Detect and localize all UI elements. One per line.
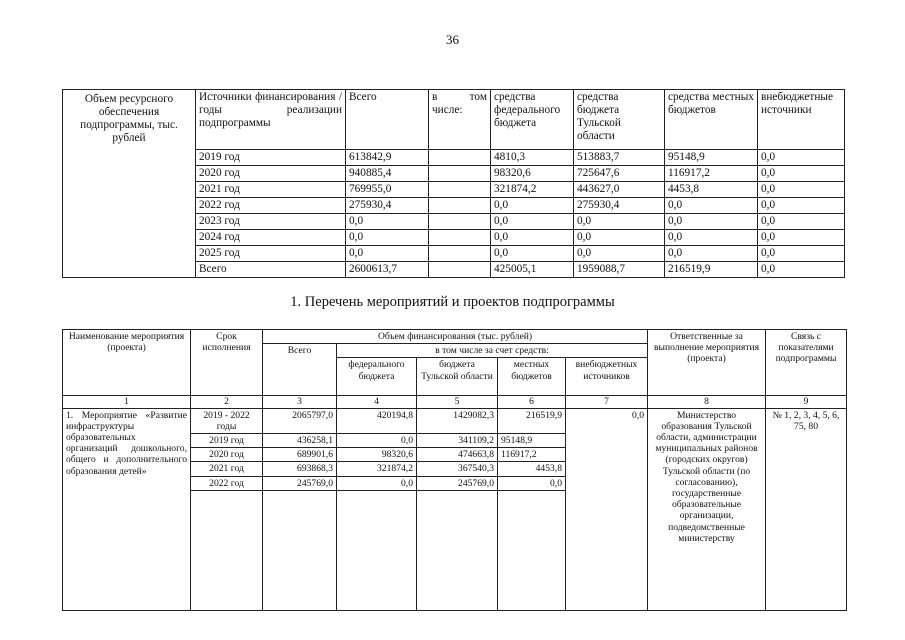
local-cell: 216519,9 — [665, 262, 758, 278]
federal-cell: 425005,1 — [491, 262, 574, 278]
header-local: местных бюджетов — [498, 358, 566, 396]
extra-cell: 0,0 — [758, 246, 845, 262]
total-cell: 940885,4 — [346, 166, 429, 182]
header-regional: бюджета Тульской области — [417, 358, 498, 396]
period-cell: 2019 - 2022 годы — [191, 408, 263, 433]
header-period: Срок исполнения — [191, 330, 263, 396]
local-cell: 95148,9 — [498, 434, 566, 448]
period-cell: 2022 год — [191, 476, 263, 490]
total-cell: 245769,0 — [263, 476, 337, 490]
column-number: 6 — [498, 396, 566, 408]
extra-cell: 0,0 — [758, 230, 845, 246]
total-cell-empty — [263, 490, 337, 610]
local-cell: 116917,2 — [665, 166, 758, 182]
total-cell: 2600613,7 — [346, 262, 429, 278]
local-cell: 0,0 — [665, 198, 758, 214]
activities-table — [62, 329, 847, 611]
year-cell: 2024 год — [196, 230, 346, 246]
regional-cell: 367540,3 — [417, 462, 498, 476]
resource-table — [62, 89, 845, 278]
regional-cell: 725647,6 — [574, 166, 665, 182]
total-cell: 0,0 — [346, 214, 429, 230]
column-number: 3 — [263, 396, 337, 408]
empty-cell — [429, 166, 491, 182]
column-numbers-row — [63, 396, 847, 408]
local-cell: 0,0 — [665, 214, 758, 230]
section-heading: 1. Перечень мероприятий и проектов подпрограммы — [290, 294, 615, 310]
total-cell: 275930,4 — [346, 198, 429, 214]
total-cell: 769955,0 — [346, 182, 429, 198]
regional-cell: 513883,7 — [574, 150, 665, 166]
federal-cell: 0,0 — [491, 246, 574, 262]
regional-cell: 1959088,7 — [574, 262, 665, 278]
local-cell: 0,0 — [498, 476, 566, 490]
total-cell: 613842,9 — [346, 150, 429, 166]
federal-cell: 98320,6 — [491, 166, 574, 182]
federal-cell: 321874,2 — [491, 182, 574, 198]
extra-cell: 0,0 — [566, 408, 648, 433]
regional-cell: 245769,0 — [417, 476, 498, 490]
regional-cell: 0,0 — [574, 230, 665, 246]
extra-cell: 0,0 — [758, 166, 845, 182]
total-cell: 0,0 — [346, 230, 429, 246]
empty-cell — [429, 230, 491, 246]
empty-cell — [429, 182, 491, 198]
extra-cell-empty — [566, 434, 648, 611]
local-cell: 4453,8 — [665, 182, 758, 198]
header-total: Всего — [263, 344, 337, 396]
period-cell: 2020 год — [191, 448, 263, 462]
resource-label: Объем ресурсного обеспечения подпрограммы, тыс. рублей — [63, 90, 196, 278]
column-number: 5 — [417, 396, 498, 408]
empty-cell — [429, 214, 491, 230]
header-extra: внебюджетные источники — [758, 90, 845, 150]
regional-cell: 0,0 — [574, 246, 665, 262]
header-including: в том числе: — [429, 90, 491, 150]
header-federal: федерального бюджета — [337, 358, 417, 396]
local-cell: 0,0 — [665, 246, 758, 262]
year-cell: 2020 год — [196, 166, 346, 182]
extra-cell: 0,0 — [758, 182, 845, 198]
local-cell: 0,0 — [665, 230, 758, 246]
empty-cell — [429, 246, 491, 262]
local-cell: 4453,8 — [498, 462, 566, 476]
extra-cell: 0,0 — [758, 198, 845, 214]
year-cell: 2025 год — [196, 246, 346, 262]
federal-cell: 0,0 — [491, 198, 574, 214]
regional-cell: 0,0 — [574, 214, 665, 230]
total-cell: 436258,1 — [263, 434, 337, 448]
year-cell: 2023 год — [196, 214, 346, 230]
period-cell: 2021 год — [191, 462, 263, 476]
regional-cell: 474663,8 — [417, 448, 498, 462]
column-number: 7 — [566, 396, 648, 408]
header-local: средства местных бюджетов — [665, 90, 758, 150]
header-volume: Объем финансирования (тыс. рублей) — [263, 330, 648, 344]
federal-cell: 0,0 — [491, 214, 574, 230]
regional-cell: 1429082,3 — [417, 408, 498, 433]
header-extra: внебюджетных источников — [566, 358, 648, 396]
year-cell: 2022 год — [196, 198, 346, 214]
total-cell: 0,0 — [346, 246, 429, 262]
regional-cell: 443627,0 — [574, 182, 665, 198]
year-cell: 2019 год — [196, 150, 346, 166]
federal-cell: 420194,8 — [337, 408, 417, 433]
year-cell: Всего — [196, 262, 346, 278]
activity-name: 1. Мероприятие «Развитие инфраструктуры образовательных организаций дошкольного, общего и дополнительного образования детей» — [63, 408, 191, 610]
federal-cell: 4810,3 — [491, 150, 574, 166]
period-cell: 2019 год — [191, 434, 263, 448]
empty-cell — [429, 262, 491, 278]
column-number: 4 — [337, 396, 417, 408]
extra-cell: 0,0 — [758, 262, 845, 278]
responsible-cell: Министерство образования Тульской области, администрации муниципальных районов (городских округов) Тульской области (по согласованию), государственные образовательные организации, подведомственные министерству — [648, 408, 766, 610]
header-federal: средства федерального бюджета — [491, 90, 574, 150]
total-cell: 2065797,0 — [263, 408, 337, 433]
local-cell: 95148,9 — [665, 150, 758, 166]
local-cell-empty — [498, 490, 566, 610]
indicators-cell: № 1, 2, 3, 4, 5, 6, 75, 80 — [766, 408, 847, 610]
header-including: в том числе за счет средств: — [337, 344, 648, 358]
federal-cell: 0,0 — [491, 230, 574, 246]
page-number: 36 — [446, 32, 459, 47]
header-responsible: Ответственные за выполнение мероприятия (проекта) — [648, 330, 766, 396]
empty-cell — [429, 150, 491, 166]
extra-cell: 0,0 — [758, 150, 845, 166]
federal-cell: 0,0 — [337, 434, 417, 448]
header-regional: средства бюджета Тульской области — [574, 90, 665, 150]
column-number: 1 — [63, 396, 191, 408]
table-row — [63, 408, 847, 433]
column-number: 8 — [648, 396, 766, 408]
header-total: Всего — [346, 90, 429, 150]
period-cell-empty — [191, 490, 263, 610]
regional-cell: 275930,4 — [574, 198, 665, 214]
local-cell: 116917,2 — [498, 448, 566, 462]
header-name: Наименование мероприятия (проекта) — [63, 330, 191, 396]
header-sources: Источники финансирования / годы реализации подпрограммы — [196, 90, 346, 150]
federal-cell-empty — [337, 490, 417, 610]
column-number: 2 — [191, 396, 263, 408]
federal-cell: 0,0 — [337, 476, 417, 490]
regional-cell-empty — [417, 490, 498, 610]
year-cell: 2021 год — [196, 182, 346, 198]
empty-cell — [429, 198, 491, 214]
column-number: 9 — [766, 396, 847, 408]
extra-cell: 0,0 — [758, 214, 845, 230]
header-link: Связь с показателями подпрограммы — [766, 330, 847, 396]
federal-cell: 321874,2 — [337, 462, 417, 476]
total-cell: 693868,3 — [263, 462, 337, 476]
total-cell: 689901,6 — [263, 448, 337, 462]
federal-cell: 98320,6 — [337, 448, 417, 462]
regional-cell: 341109,2 — [417, 434, 498, 448]
local-cell: 216519,9 — [498, 408, 566, 433]
